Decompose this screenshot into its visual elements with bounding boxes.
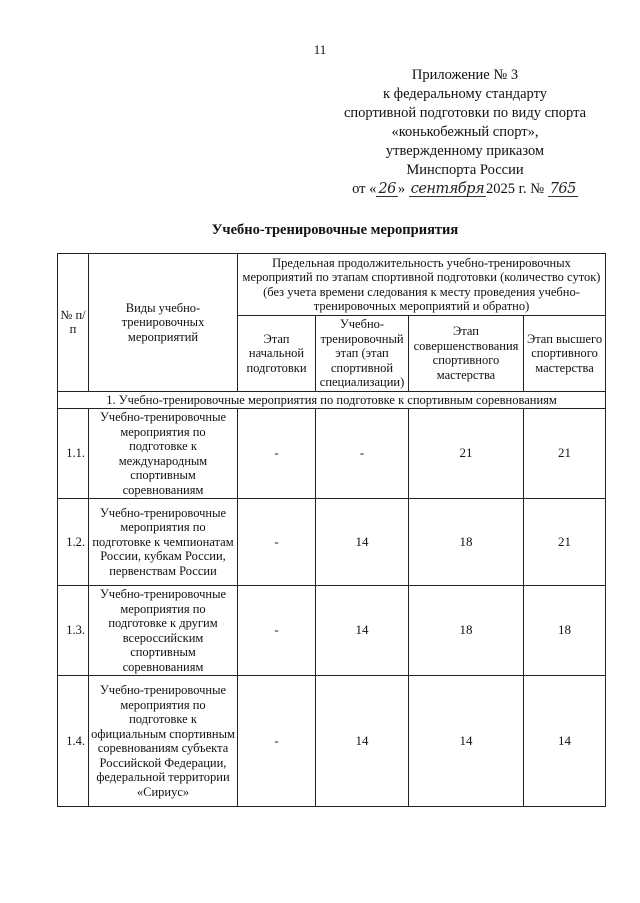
value-cell: 21	[524, 499, 606, 586]
section-row	[58, 391, 606, 409]
appendix-line: к федеральному стандарту	[383, 86, 547, 102]
appendix-line: «конькобежный спорт»,	[391, 124, 539, 140]
table-row	[58, 499, 606, 586]
order-date-line	[330, 180, 600, 199]
row-name: Учебно-тренировочные мероприятия по подготовке к международным спортивным соревнованиям	[89, 409, 238, 499]
header-stage: Этап совершенствования спортивного мастерства	[409, 316, 524, 392]
events-table	[57, 253, 606, 807]
document-title: Учебно-тренировочные мероприятия	[211, 222, 459, 238]
value-cell: 21	[409, 409, 524, 499]
row-number: 1.3.	[58, 586, 89, 676]
value-cell: 14	[409, 676, 524, 807]
table-row	[58, 676, 606, 807]
value-cell: 18	[409, 499, 524, 586]
value-cell: 14	[524, 676, 606, 807]
date-prefix: от «	[352, 181, 377, 197]
handwritten-month: сентября	[410, 181, 485, 197]
table-header-row	[58, 254, 606, 316]
value-cell: 14	[316, 499, 409, 586]
row-number: 1.1.	[58, 409, 89, 499]
value-cell: 18	[524, 586, 606, 676]
header-stage: Этап начальной подготовки	[238, 316, 316, 392]
header-group: Предельная продолжительность учебно-тренировочных мероприятий по этапам спортивной подготовки (количество суток) (без учета времени следования к месту проведения учебно-тренировочных мероприятий и обратно)	[238, 254, 606, 316]
handwritten-day: 26	[378, 181, 396, 197]
header-types: Виды учебно-тренировочных мероприятий	[89, 254, 238, 392]
row-name: Учебно-тренировочные мероприятия по подготовке к официальным спортивным соревнованиям субъекта Российской Федерации, федеральной территории «Сириус»	[89, 676, 238, 807]
appendix-line: утвержденному приказом	[385, 143, 545, 159]
value-cell: -	[238, 676, 316, 807]
date-year: 2025 г. №	[486, 181, 545, 197]
date-mid: »	[397, 181, 406, 197]
value-cell: -	[238, 499, 316, 586]
row-number: 1.2.	[58, 499, 89, 586]
row-number: 1.4.	[58, 676, 89, 807]
value-cell: -	[238, 409, 316, 499]
value-cell: 18	[409, 586, 524, 676]
appendix-line: спортивной подготовки по виду спорта	[343, 105, 587, 121]
header-stage: Этап высшего спортивного мастерства	[524, 316, 606, 392]
section-title: 1. Учебно-тренировочные мероприятия по подготовке к спортивным соревнованиям	[58, 391, 606, 409]
handwritten-order-number: 765	[549, 181, 576, 197]
value-cell: 14	[316, 586, 409, 676]
value-cell: 14	[316, 676, 409, 807]
value-cell: -	[316, 409, 409, 499]
row-name: Учебно-тренировочные мероприятия по подготовке к чемпионатам России, кубкам России, первенствам России	[89, 499, 238, 586]
table-row	[58, 409, 606, 499]
appendix-line: Приложение № 3	[411, 67, 519, 83]
value-cell: 21	[524, 409, 606, 499]
row-name: Учебно-тренировочные мероприятия по подготовке к другим всероссийским спортивным соревнованиям	[89, 586, 238, 676]
table-row	[58, 586, 606, 676]
header-num: № п/п	[58, 254, 89, 392]
value-cell: -	[238, 586, 316, 676]
page-number: 11	[313, 42, 327, 57]
appendix-header	[330, 66, 600, 199]
appendix-line: Минспорта России	[406, 162, 524, 178]
header-stage: Учебно-тренировочный этап (этап спортивной специализации)	[316, 316, 409, 392]
